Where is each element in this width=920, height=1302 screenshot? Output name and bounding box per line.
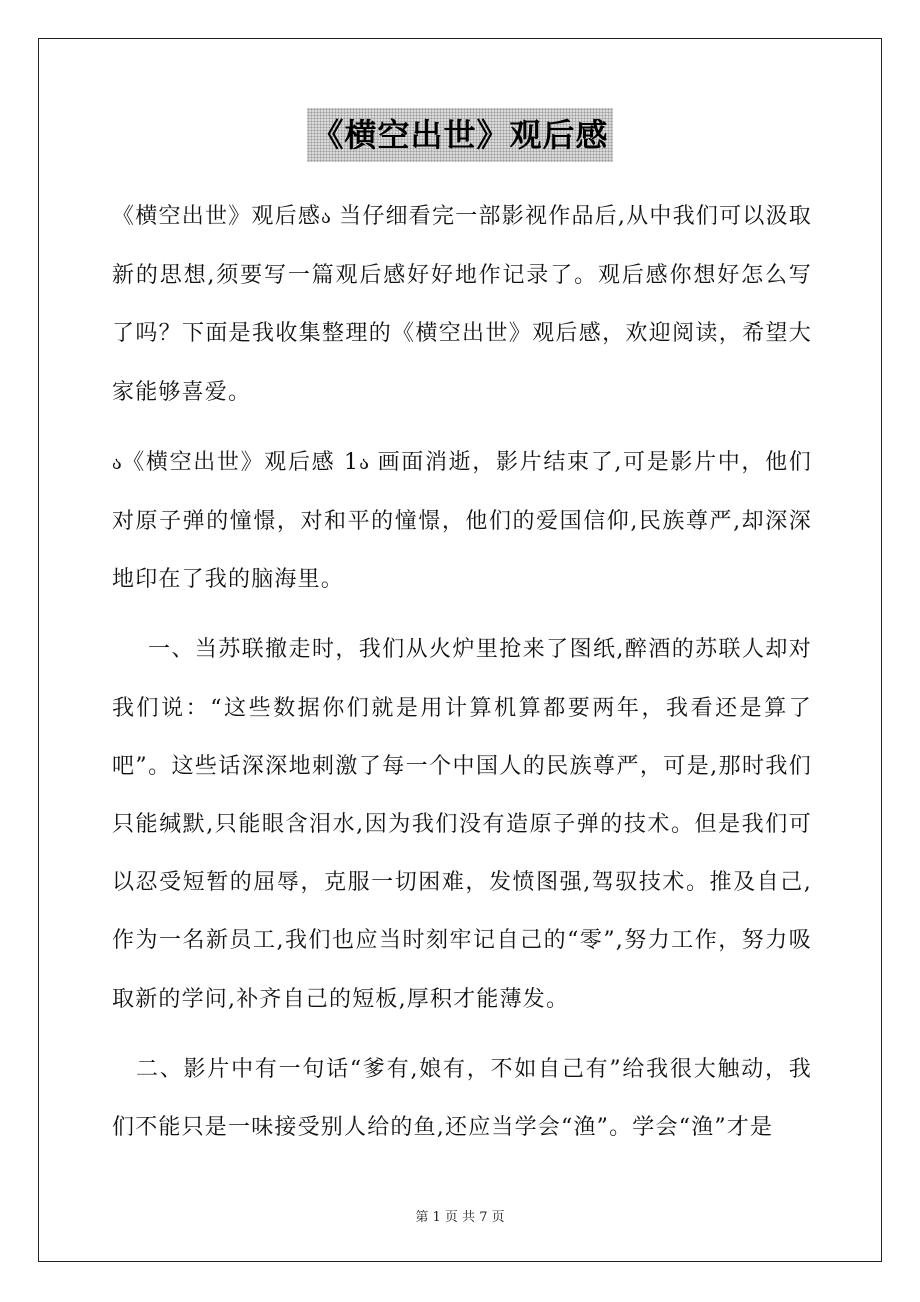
body-paragraph-2-text: 二、影片中有一句话“爹有,娘有，不如自己有”给我很大触动，我们不能只是一味接受别人给的鱼,还应当学会“渔”。学会“渔”才是 (112, 1056, 812, 1141)
intro-lead: 《横空出世》观后感 (112, 204, 322, 229)
intro-paragraph (112, 188, 812, 422)
marker-glyph: ა (321, 207, 331, 228)
body-paragraph-2 (112, 1041, 812, 1157)
title-area (0, 108, 920, 162)
section-1-lead: 《横空出世》观后感 1 (121, 449, 360, 475)
marker-glyph: ა (359, 452, 369, 474)
document-title: 《横空出世》观后感 (307, 108, 612, 162)
section-1-text: 画面消逝，影片结束了,可是影片中，他们对原子弹的憧憬，对和平的憧憬，他们的爱国信仰,民族尊严,却深深地印在了我的脑海里。 (112, 449, 812, 593)
body-paragraph-1 (112, 621, 812, 1028)
intro-text: 当仔细看完一部影视作品后,从中我们可以汲取新的思想,须要写一篇观后感好好地作记录了。观后感你想好怎么写了吗？下面是我收集整理的《横空出世》观后感，欢迎阅读，希望大家能够喜爱。 (112, 204, 812, 405)
document-body (112, 188, 812, 1157)
body-paragraph-1-text: 一、当苏联撤走时，我们从火炉里抢来了图纸,醉酒的苏联人却对我们说：“这些数据你们就是用计算机算都要两年，我看还是算了吧”。这些话深深地刺激了每一个中国人的民族尊严，可是,那时我们只能缄默,只能眼含泪水,因为我们没有造原子弹的技术。但是我们可以忍受短暂的屈辱，克服一切困难，发愤图强,驾驭技术。推及自己,作为一名新员工,我们也应当时刻牢记自己的“零”,努力工作，努力吸取新的学问,补齐自己的短板,厚积才能薄发。 (112, 637, 812, 1012)
section-1-paragraph (112, 434, 812, 610)
marker-glyph: ა (112, 452, 122, 474)
page-footer: 第 1 页 共 7 页 (415, 1210, 505, 1225)
